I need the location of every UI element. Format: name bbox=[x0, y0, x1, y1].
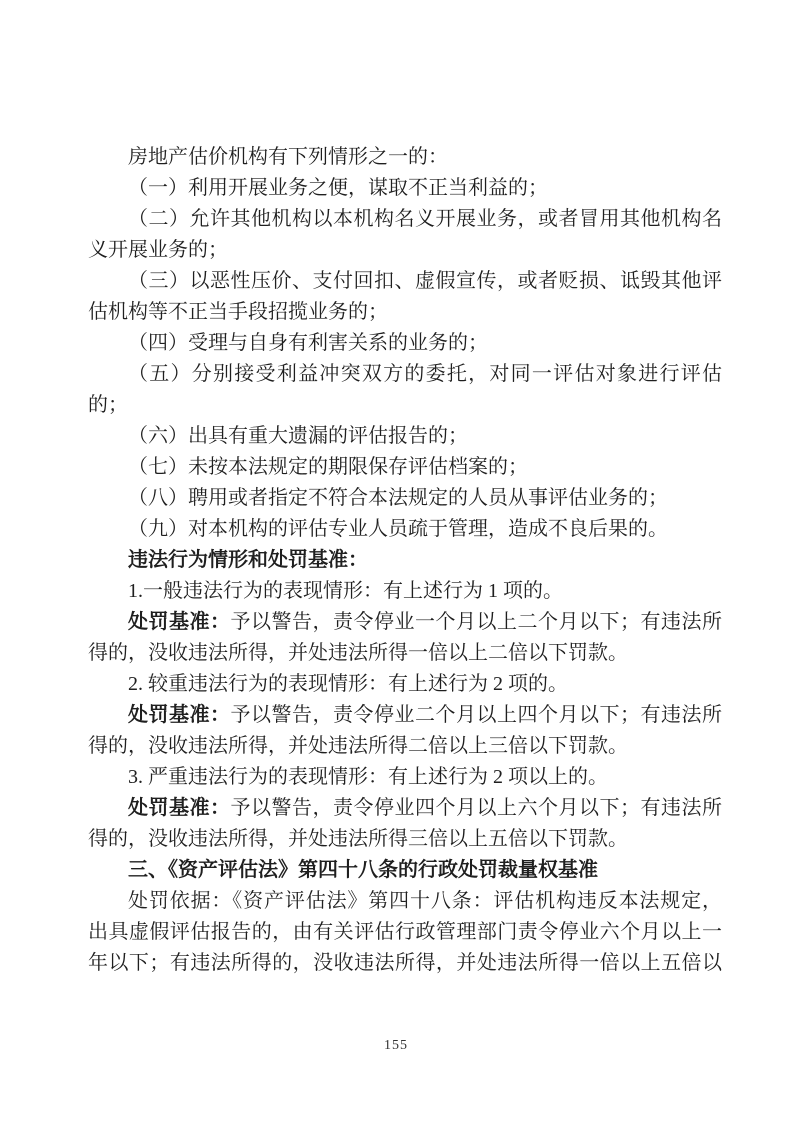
text-line bbox=[88, 452, 722, 483]
text-line bbox=[88, 700, 722, 731]
text-line bbox=[88, 390, 722, 421]
bold-text-segment: 三、《资产评估法》第四十八条的行政处罚裁量权基准 bbox=[128, 859, 598, 881]
text-segment: （九）对本机构的评估专业人员疏于管理，造成不良后果的。 bbox=[128, 518, 668, 540]
text-segment: 的； bbox=[88, 394, 128, 416]
page-footer bbox=[0, 1036, 792, 1054]
text-segment: （四）受理与自身有利害关系的业务的； bbox=[128, 332, 488, 354]
text-line bbox=[88, 421, 722, 452]
text-line bbox=[88, 545, 722, 576]
text-segment: 估机构等不正当手段招揽业务的； bbox=[88, 301, 388, 323]
document-body bbox=[88, 142, 722, 979]
text-line bbox=[88, 917, 722, 948]
text-line bbox=[88, 173, 722, 204]
text-segment: 得的，没收违法所得，并处违法所得三倍以上五倍以下罚款。 bbox=[88, 828, 628, 850]
text-line bbox=[88, 638, 722, 669]
text-line bbox=[88, 886, 722, 917]
text-line bbox=[88, 142, 722, 173]
text-line bbox=[88, 235, 722, 266]
text-line bbox=[88, 266, 722, 297]
text-line bbox=[88, 204, 722, 235]
text-line bbox=[88, 669, 722, 700]
text-segment: 义开展业务的； bbox=[88, 239, 228, 261]
text-line bbox=[88, 297, 722, 328]
text-segment: 2. 较重违法行为的表现情形：有上述行为 2 项的。 bbox=[128, 673, 568, 695]
text-segment: （二）允许其他机构以本机构名义开展业务，或者冒用其他机构名 bbox=[128, 208, 722, 230]
text-segment: 处罚依据：《资产评估法》第四十八条：评估机构违反本法规定， bbox=[128, 890, 722, 912]
bold-text-segment: 违法行为情形和处罚基准： bbox=[128, 549, 368, 571]
text-line bbox=[88, 576, 722, 607]
text-segment: 得的，没收违法所得，并处违法所得一倍以上二倍以下罚款。 bbox=[88, 642, 628, 664]
text-segment: （六）出具有重大遗漏的评估报告的； bbox=[128, 425, 468, 447]
bold-text-segment: 处罚基准： bbox=[128, 704, 231, 726]
text-segment: （八）聘用或者指定不符合本法规定的人员从事评估业务的； bbox=[128, 487, 668, 509]
text-segment: 得的，没收违法所得，并处违法所得二倍以上三倍以下罚款。 bbox=[88, 735, 628, 757]
text-line bbox=[88, 824, 722, 855]
text-line bbox=[88, 483, 722, 514]
text-line bbox=[88, 793, 722, 824]
text-line bbox=[88, 731, 722, 762]
text-segment: 予以警告，责令停业二个月以上四个月以下；有违法所 bbox=[230, 704, 722, 726]
page-number: 155 bbox=[384, 1038, 408, 1053]
bold-text-segment: 处罚基准： bbox=[128, 797, 231, 819]
text-line bbox=[88, 359, 722, 390]
text-segment: 出具虚假评估报告的，由有关评估行政管理部门责令停业六个月以上一 bbox=[88, 921, 722, 943]
text-line bbox=[88, 607, 722, 638]
text-segment: （五）分别接受利益冲突双方的委托，对同一评估对象进行评估 bbox=[128, 363, 722, 385]
text-line bbox=[88, 514, 722, 545]
text-segment: 予以警告，责令停业一个月以上二个月以下；有违法所 bbox=[230, 611, 722, 633]
text-segment: （三）以恶性压价、支付回扣、虚假宣传，或者贬损、诋毁其他评 bbox=[128, 270, 722, 292]
text-segment: 予以警告，责令停业四个月以上六个月以下；有违法所 bbox=[230, 797, 722, 819]
text-segment: 房地产估价机构有下列情形之一的： bbox=[128, 146, 448, 168]
text-segment: 1.一般违法行为的表现情形：有上述行为 1 项的。 bbox=[128, 580, 563, 602]
text-segment: （一）利用开展业务之便，谋取不正当利益的； bbox=[128, 177, 548, 199]
text-line bbox=[88, 855, 722, 886]
text-segment: 年以下；有违法所得的，没收违法所得，并处违法所得一倍以上五倍以 bbox=[88, 952, 722, 974]
text-line bbox=[88, 948, 722, 979]
text-segment: （七）未按本法规定的期限保存评估档案的； bbox=[128, 456, 528, 478]
bold-text-segment: 处罚基准： bbox=[128, 611, 231, 633]
text-line bbox=[88, 762, 722, 793]
text-segment: 3. 严重违法行为的表现情形：有上述行为 2 项以上的。 bbox=[128, 766, 608, 788]
text-line bbox=[88, 328, 722, 359]
